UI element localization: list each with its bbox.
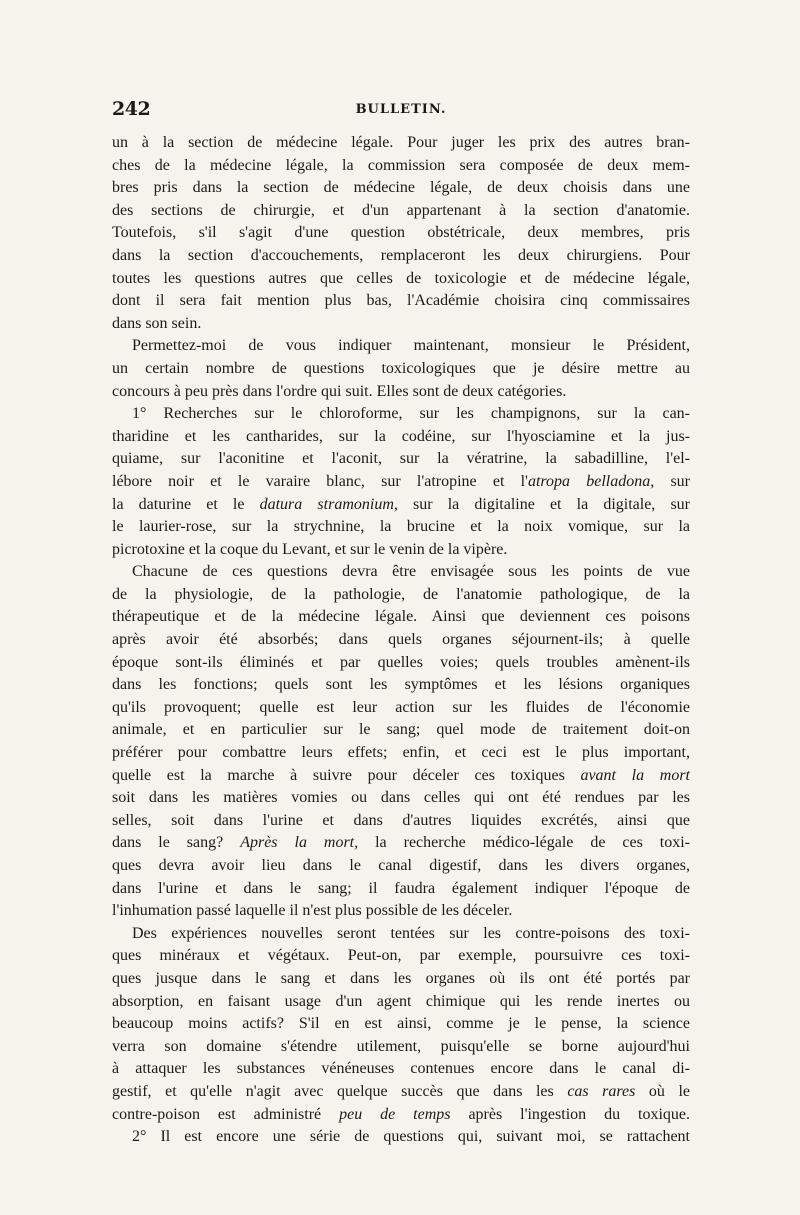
text-line (112, 945, 690, 968)
text-line (112, 697, 690, 720)
document-page (112, 98, 690, 1149)
text-line (112, 471, 690, 494)
text-run: Chacune de ces questions devra être envisagée sous les points de vue (132, 563, 690, 581)
text-line (112, 674, 690, 697)
text-run: après avoir été absorbés; dans quels organes séjournent-ils; à quelle (112, 631, 690, 649)
text-run: Toutefois, s'il s'agit d'une question obstétricale, deux membres, pris (112, 224, 690, 242)
text-run: Permettez-moi de vous indiquer maintenant, monsieur le Président, (132, 337, 690, 355)
text-run: bres pris dans la section de médecine légale, de deux choisis dans une (112, 179, 690, 197)
text-run: gestif, et qu'elle n'agit avec quelque succès que dans les (112, 1082, 568, 1100)
text-line (112, 290, 690, 313)
text-line (112, 561, 690, 584)
text-line (112, 177, 690, 200)
text-run: 1° Recherches sur le chloroforme, sur les champignons, sur la can- (132, 405, 690, 423)
text-run: la daturine et le (112, 495, 260, 513)
text-run: dans les fonctions; quels sont les symptômes et les lésions organiques (112, 676, 690, 694)
text-run: tharidine et les cantharides, sur la codéine, sur l'hyosciamine et la jus- (112, 427, 690, 445)
text-run-after: sur la digitaline et la digitale, sur (397, 495, 690, 513)
text-line (112, 335, 690, 358)
text-run: ques devra avoir lieu dans le canal digestif, dans les divers organes, (112, 857, 690, 874)
text-line (112, 968, 690, 991)
text-run: quelle est la marche à suivre pour déceler ces toxiques (112, 766, 581, 784)
text-run: des sections de chirurgie, et d'un appartenant à la section d'anatomie. (112, 201, 690, 219)
text-run: qu'ils provoquent; quelle est leur action sur les fluides de l'économie (112, 698, 690, 716)
italic-run: atropa belladona, (527, 472, 655, 490)
text-run: selles, soit dans l'urine et dans d'autres liquides excrétés, ainsi que (112, 811, 690, 829)
text-line (112, 1013, 690, 1036)
text-run: beaucoup moins actifs? S'il en est ainsi, comme je le pense, la science (112, 1015, 690, 1033)
italic-run: peu de temps (339, 1105, 451, 1123)
text-run-after: la recherche médico-légale de ces toxi- (358, 834, 690, 852)
text-run: absorption, en faisant usage d'un agent chimique qui les rende inertes ou (112, 992, 690, 1010)
text-run: ques minéraux et végétaux. Peut-on, par exemple, poursuivre ces toxi- (112, 947, 690, 965)
text-line (112, 742, 690, 765)
text-run: contre-poison est administré (112, 1105, 340, 1123)
text-line (112, 765, 690, 788)
text-run: quiame, sur l'aconitine et l'aconit, sur la vératrine, la sabadilline, l'el- (112, 450, 690, 468)
text-run: préférer pour combattre leurs effets; enfin, et ceci est le plus important, (112, 744, 690, 762)
text-line (112, 1036, 690, 1059)
text-line (112, 832, 690, 855)
text-run: le laurier-rose, sur la strychnine, la brucine et la noix vomique, sur la (112, 518, 690, 536)
text-line (112, 923, 690, 946)
text-run: toutes les questions autres que celles de toxicologie et de médecine légale, (112, 269, 690, 287)
text-line (112, 584, 690, 607)
text-run-after: après l'ingestion du toxique. (450, 1105, 690, 1123)
text-line (112, 358, 690, 381)
text-line (112, 1104, 690, 1127)
text-line (112, 855, 690, 878)
text-run: dans la section d'accouchements, remplaceront les deux chirurgiens. Pour (112, 246, 690, 264)
text-line (112, 629, 690, 652)
text-line (112, 516, 690, 539)
text-run: dont il sera fait mention plus bas, l'Académie choisira cinq commissaires (112, 292, 690, 310)
text-run: époque sont-ils éliminés et par quelles voies; quels troubles amènent-ils (112, 653, 690, 671)
text-line (112, 787, 690, 810)
text-run: dans le sang? (112, 834, 241, 852)
text-line (112, 991, 690, 1014)
text-line (112, 132, 690, 155)
text-line (112, 1126, 690, 1149)
text-run-after: sur (654, 472, 690, 490)
page-number: 242 (112, 98, 151, 120)
page-header (112, 98, 690, 126)
text-run: dans l'urine et dans le sang; il faudra également indiquer l'époque de (112, 879, 690, 897)
text-line (112, 313, 690, 336)
text-line (112, 200, 690, 223)
text-line (112, 878, 690, 901)
text-run: ches de la médecine légale, la commission sera composée de deux mem- (112, 156, 690, 174)
text-run: un certain nombre de questions toxicologiques que je désire mettre au (112, 359, 690, 377)
text-run: thérapeutique et de la médecine légale. Ainsi que deviennent ces poisons (112, 608, 690, 626)
text-run: animale, et en particulier sur le sang; quel mode de traitement doit-on (112, 721, 690, 739)
italic-run: Après la mort, (240, 834, 359, 852)
text-run: ques jusque dans le sang et dans les organes où ils ont été portés par (112, 969, 690, 987)
text-run: soit dans les matières vomies ou dans celles qui ont été rendues par les (112, 789, 690, 807)
text-line (112, 494, 690, 517)
italic-run: avant la mort (580, 766, 690, 784)
text-line (112, 1081, 690, 1104)
text-run: dans son sein. (112, 314, 202, 332)
text-run: l'inhumation passé laquelle il n'est plus possible de les déceler. (112, 902, 513, 920)
text-line (112, 245, 690, 268)
text-line (112, 448, 690, 471)
text-run: un à la section de médecine légale. Pour juger les prix des autres bran- (112, 134, 690, 151)
text-run: de la physiologie, de la pathologie, de l'anatomie pathologique, de la (112, 585, 690, 603)
text-run-after: où le (635, 1082, 690, 1100)
text-line (112, 155, 690, 178)
text-line (112, 606, 690, 629)
text-line (112, 810, 690, 833)
text-line (112, 426, 690, 449)
text-line (112, 900, 690, 923)
text-run: lébore noir et le varaire blanc, sur l'atropine et l' (112, 472, 528, 490)
text-line (112, 268, 690, 291)
text-line (112, 222, 690, 245)
text-run: concours à peu près dans l'ordre qui suit. Elles sont de deux catégories. (112, 382, 567, 400)
body-text (112, 132, 690, 1149)
text-line (112, 403, 690, 426)
italic-run: datura stramonium, (259, 495, 398, 513)
text-run: à attaquer les substances vénéneuses contenues encore dans le canal di- (112, 1060, 690, 1078)
text-line (112, 539, 690, 562)
text-line (112, 381, 690, 404)
text-run: 2° Il est encore une série de questions qui, suivant moi, se rattachent (132, 1128, 690, 1146)
text-run: picrotoxine et la coque du Levant, et sur le venin de la vipère. (112, 540, 508, 558)
italic-run: cas rares (567, 1082, 636, 1100)
text-run: Des expériences nouvelles seront tentées sur les contre-poisons des toxi- (132, 924, 690, 942)
text-line (112, 652, 690, 675)
text-run: verra son domaine s'étendre utilement, puisqu'elle se borne aujourd'hui (112, 1037, 690, 1055)
running-head: BULLETIN. (355, 102, 447, 117)
text-line (112, 1058, 690, 1081)
text-line (112, 719, 690, 742)
